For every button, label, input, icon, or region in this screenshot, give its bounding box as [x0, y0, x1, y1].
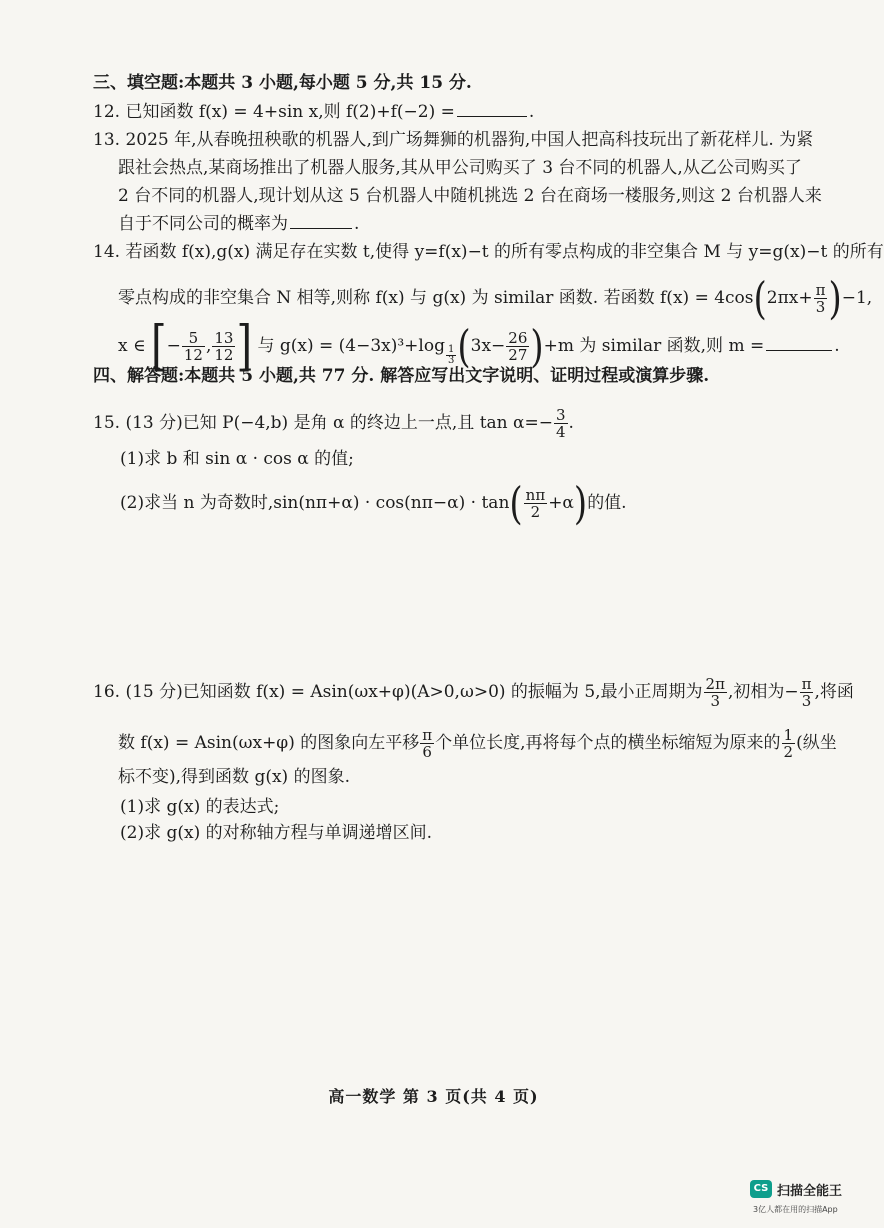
fraction-numerator: 1 [447, 344, 455, 355]
fraction-numerator: nπ [525, 486, 546, 504]
question-15-part-2 [120, 477, 627, 530]
fraction-numerator: π [422, 726, 433, 744]
left-bracket: [ [150, 315, 167, 378]
initial-phase-label: ,初相为− [727, 682, 799, 702]
fraction-numerator: 1 [783, 726, 794, 744]
n-pi-over-2-fraction [524, 487, 548, 520]
fraction-numerator: 26 [508, 329, 528, 347]
fraction-denominator: 3 [801, 692, 812, 710]
right-paren: ) [573, 477, 588, 530]
question-13-line-2: 跟社会热点,某商场推出了机器人服务,其从甲公司购买了 3 台不同的机器人,从乙公司购买了 [118, 158, 802, 178]
question-13-line-3: 2 台不同的机器人,现计划从这 5 台机器人中随机挑选 2 台在商场一楼服务,则这 2 台机器人来 [118, 186, 822, 206]
question-14-line-2 [118, 272, 873, 325]
left-paren: ( [457, 320, 471, 373]
question-16-line-2-text: 数 f(x) = Asin(ωx+φ) 的图象向左平移 [118, 733, 420, 753]
left-paren: ( [509, 477, 523, 530]
right-bracket: ] [236, 315, 253, 378]
fraction-numerator: π [801, 675, 812, 693]
fraction-denominator: 6 [422, 743, 432, 761]
section-3-heading: 三、填空题:本题共 3 小题,每小题 5 分,共 15 分. [93, 73, 472, 93]
interval-lower-fraction [182, 330, 205, 363]
phase-fraction [800, 676, 814, 709]
question-16-line-2 [118, 727, 837, 760]
fraction-denominator: 3 [815, 298, 826, 316]
g-definition: 与 g(x) = (4−3x)³+log [257, 336, 445, 356]
question-12-text: 12. 已知函数 f(x) = 4+sin x,则 f(2)+f(−2) = [93, 102, 455, 122]
answer-blank-14 [766, 336, 832, 351]
answer-blank-13 [290, 214, 352, 229]
pi-over-3-fraction [814, 282, 828, 315]
fraction-denominator: 3 [710, 692, 721, 710]
fraction-numerator: 3 [555, 406, 566, 424]
shift-fraction [420, 727, 434, 760]
question-15-part-2-tail: 的值. [587, 493, 627, 513]
question-16-line-1-tail: ,将函 [814, 682, 854, 702]
period-fraction [704, 676, 727, 709]
question-15-stem-text: 15. (13 分)已知 P(−4,b) 是角 α 的终边上一点,且 tan α=− [93, 413, 553, 433]
question-14-line-3-tail: +m 为 similar 函数,则 m = [543, 336, 765, 356]
fraction-denominator: 3 [447, 355, 455, 366]
question-16-part-2: (2)求 g(x) 的对称轴方程与单调递增区间. [120, 823, 433, 843]
question-12: 12. 已知函数 f(x) = 4+sin x,则 f(2)+f(−2) = . [93, 102, 535, 122]
fraction-denominator: 2 [783, 743, 794, 761]
domain-symbol: x ∈ [118, 336, 146, 356]
question-13-line-4-text: 自于不同公司的概率为 [118, 214, 288, 234]
right-paren: ) [530, 320, 544, 373]
question-14-line-2-text: 零点构成的非空集合 N 相等,则称 f(x) 与 g(x) 为 similar 函数. 若函数 f(x) = 4cos [118, 288, 754, 308]
question-16-line-2-middle: 个单位长度,再将每个点的横坐标缩短为原来的 [435, 733, 781, 753]
fraction-denominator: 2 [530, 503, 541, 521]
answer-blank-12 [457, 102, 527, 117]
fraction-denominator: 27 [508, 346, 528, 364]
question-13-line-1: 13. 2025 年,从春晚扭秧歌的机器人,到广场舞狮的机器狗,中国人把高科技玩出了新花样儿. 为紧 [93, 130, 814, 150]
log-base-fraction [446, 345, 456, 366]
log-argument: 3x− [470, 336, 506, 356]
right-paren: ) [828, 272, 842, 325]
question-16-line-2-tail: (纵坐 [796, 733, 837, 753]
question-16-line-1 [93, 676, 854, 709]
fraction-numerator: 5 [182, 330, 205, 347]
watermark-tagline: 3亿人都在用的扫描App [753, 1205, 838, 1214]
tan-value-fraction [554, 407, 568, 440]
fraction-denominator: 12 [214, 346, 234, 364]
question-13-line-4: 自于不同公司的概率为 . [118, 214, 360, 234]
fraction-numerator: 2π [705, 675, 725, 693]
section-4-heading: 四、解答题:本题共 5 小题,共 77 分. 解答应写出文字说明、证明过程或演算步骤. [93, 366, 710, 386]
cos-argument: 2πx+ [766, 288, 813, 308]
question-14-line-1: 14. 若函数 f(x),g(x) 满足存在实数 t,使得 y=f(x)−t 的所有零点构成的非空集合 M 与 y=g(x)−t 的所有 [93, 242, 884, 262]
question-14-line-2-tail: −1, [841, 288, 873, 308]
question-14-line-3: x ∈ [− $\frac{5}{12}$ , $\frac{13}{12}$ ] 与 g(x) = (4−3x)³+log $\frac{1}{3}$ (3x− $\frac{26}{27}$ )+m 为 similar 函数,则 m = . [118, 315, 840, 378]
camscanner-logo-icon: CS [750, 1180, 772, 1198]
question-15-stem: 15. (13 分)已知 P(−4,b) 是角 α 的终边上一点,且 tan α=− $\frac{3}{4}$ . [93, 406, 574, 441]
question-15-part-1: (1)求 b 和 sin α · cos α 的值; [120, 449, 354, 469]
26-over-27-fraction [506, 330, 529, 363]
interval-upper-fraction [212, 330, 235, 363]
question-16-line-1-text: 16. (15 分)已知函数 f(x) = Asin(ωx+φ)(A>0,ω>0) 的振幅为 5,最小正周期为 [93, 682, 703, 702]
question-16-part-1: (1)求 g(x) 的表达式; [120, 797, 280, 817]
scale-fraction [782, 727, 796, 760]
tan-argument-tail: +α [548, 493, 574, 513]
fraction-denominator: 12 [183, 346, 203, 364]
watermark-app-name: 扫描全能王 [777, 1184, 843, 1199]
fraction-numerator: π [815, 281, 826, 299]
question-16-line-3: 标不变),得到函数 g(x) 的图象. [118, 767, 350, 787]
question-15-part-2-text: (2)求当 n 为奇数时,sin(nπ+α) · cos(nπ−α) · tan [120, 493, 510, 513]
page-footer: 高一数学 第 3 页(共 4 页) [328, 1087, 539, 1106]
fraction-numerator: 13 [214, 329, 234, 347]
fraction-denominator: 4 [555, 423, 566, 441]
left-paren: ( [753, 272, 767, 325]
